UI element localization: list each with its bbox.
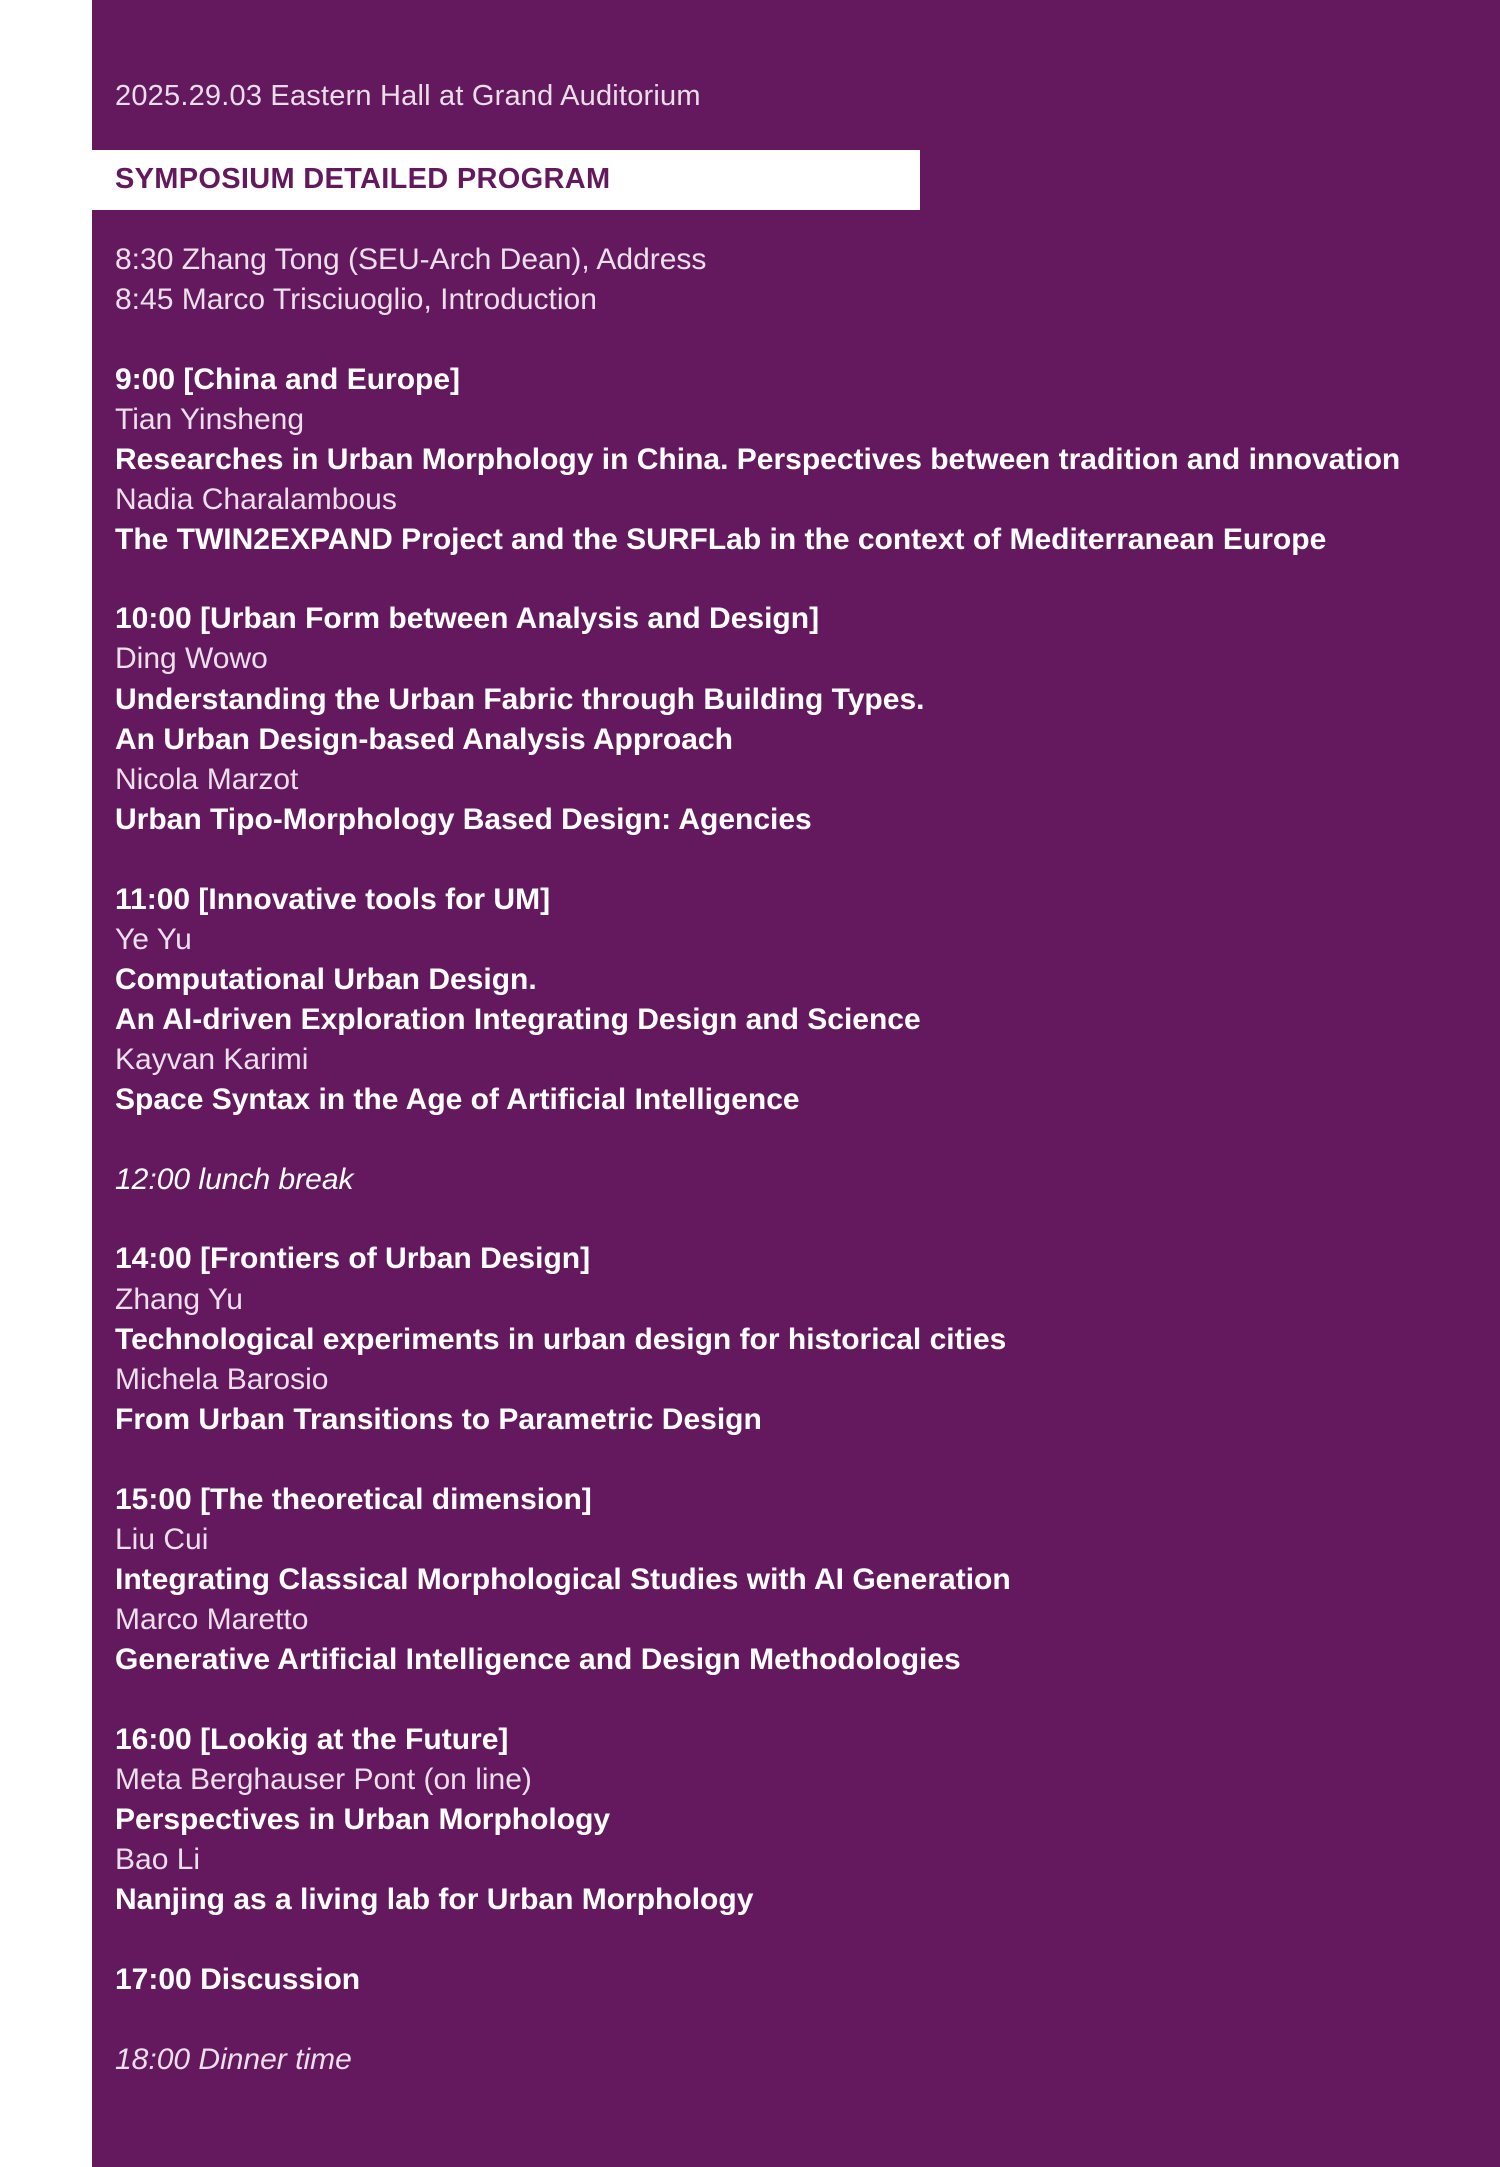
- session-heading: 9:00 [China and Europe]: [115, 363, 461, 396]
- opening-address: 8:30 Zhang Tong (SEU-Arch Dean), Address: [115, 243, 707, 276]
- talk-title: Perspectives in Urban Morphology: [115, 1803, 611, 1836]
- talk-title: Urban Tipo-Morphology Based Design: Agencies: [115, 803, 812, 836]
- speaker-name: Nadia Charalambous: [115, 483, 397, 516]
- discussion: 17:00 Discussion: [115, 1963, 361, 1996]
- talk-title-continued: An Urban Design-based Analysis Approach: [115, 723, 733, 756]
- date-location: 2025.29.03 Eastern Hall at Grand Auditorium: [115, 80, 701, 112]
- speaker-name: Marco Maretto: [115, 1603, 309, 1636]
- speaker-name: Tian Yinsheng: [115, 403, 305, 436]
- speaker-name: Ding Wowo: [115, 642, 268, 675]
- talk-title: Researches in Urban Morphology in China. Perspectives between tradition and innovation: [115, 443, 1401, 476]
- speaker-name: Nicola Marzot: [115, 763, 299, 796]
- talk-title: Technological experiments in urban design for historical cities: [115, 1323, 1007, 1356]
- speaker-name: Zhang Yu: [115, 1283, 243, 1316]
- lunch-break: 12:00 lunch break: [115, 1163, 354, 1196]
- speaker-name: Michela Barosio: [115, 1363, 329, 1396]
- session-heading: 11:00 [Innovative tools for UM]: [115, 883, 551, 916]
- program-title: SYMPOSIUM DETAILED PROGRAM: [115, 163, 611, 195]
- talk-title-continued: An AI-driven Exploration Integrating Design and Science: [115, 1003, 921, 1036]
- speaker-name: Meta Berghauser Pont (on line): [115, 1763, 532, 1796]
- talk-title: Space Syntax in the Age of Artificial Intelligence: [115, 1083, 800, 1116]
- talk-title: Generative Artificial Intelligence and Design Methodologies: [115, 1643, 961, 1676]
- speaker-name: Ye Yu: [115, 923, 192, 956]
- speaker-name: Bao Li: [115, 1843, 201, 1876]
- session-heading: 10:00 [Urban Form between Analysis and Design]: [115, 602, 820, 635]
- speaker-name: Kayvan Karimi: [115, 1043, 309, 1076]
- program-title-bar: [92, 150, 920, 210]
- talk-title: Nanjing as a living lab for Urban Morphology: [115, 1883, 754, 1916]
- dinner-time: 18:00 Dinner time: [115, 2043, 352, 2076]
- talk-title: Understanding the Urban Fabric through Building Types.: [115, 683, 925, 716]
- talk-title: Integrating Classical Morphological Studies with AI Generation: [115, 1563, 1011, 1596]
- speaker-name: Liu Cui: [115, 1523, 209, 1556]
- session-heading: 16:00 [Lookig at the Future]: [115, 1723, 509, 1756]
- session-heading: 15:00 [The theoretical dimension]: [115, 1483, 592, 1516]
- talk-title: The TWIN2EXPAND Project and the SURFLab in the context of Mediterranean Europe: [115, 523, 1327, 556]
- talk-title: Computational Urban Design.: [115, 963, 537, 996]
- opening-introduction: 8:45 Marco Trisciuoglio, Introduction: [115, 283, 597, 316]
- session-heading: 14:00 [Frontiers of Urban Design]: [115, 1242, 591, 1275]
- talk-title: From Urban Transitions to Parametric Design: [115, 1403, 762, 1436]
